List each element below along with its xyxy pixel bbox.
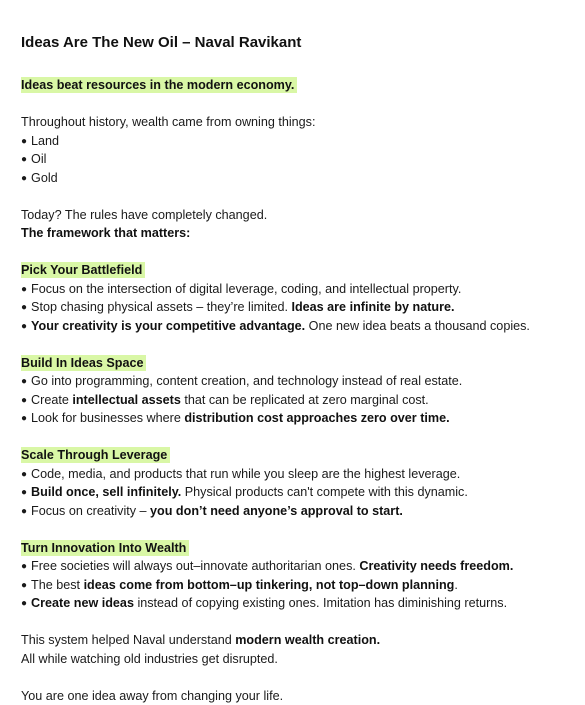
framework-line: The framework that matters: <box>21 224 571 243</box>
section-bullet <box>21 391 571 410</box>
intro-item-land: ● Land <box>21 132 571 151</box>
section-bullet <box>21 557 571 576</box>
section-heading: Pick Your Battlefield <box>21 262 145 278</box>
section-heading-row <box>21 261 571 280</box>
bullet-text-bold: ideas come from bottom–up tinkering, not top–down planning <box>84 578 455 592</box>
spacer <box>21 428 571 447</box>
spacer <box>21 668 571 687</box>
spacer <box>21 187 571 206</box>
spacer <box>21 520 571 539</box>
section-bullet <box>21 372 571 391</box>
bullet-text: The best <box>31 578 84 592</box>
spacer <box>21 613 571 632</box>
closing-line-1-plain: This system helped Naval understand <box>21 633 235 647</box>
bullet-text: Code, media, and products that run while you sleep are the highest leverage. <box>31 467 460 481</box>
section-heading: Build In Ideas Space <box>21 355 146 371</box>
bullet-text: Stop chasing physical assets – they’re limited. <box>31 300 291 314</box>
bullet-text: . <box>454 578 458 592</box>
section-bullet <box>21 409 571 428</box>
bullet-text: that can be replicated at zero marginal cost. <box>181 393 429 407</box>
bullet-text-bold: you don’t need anyone’s approval to start. <box>150 504 403 518</box>
section-heading-row <box>21 539 571 558</box>
section-bullet <box>21 502 571 521</box>
intro-item-oil: ● Oil <box>21 150 571 169</box>
section-bullet <box>21 298 571 317</box>
headline-highlight: Ideas beat resources in the modern economy. <box>21 77 297 93</box>
section-bullet <box>21 465 571 484</box>
bullet-text: Create <box>31 393 72 407</box>
section-heading: Turn Innovation Into Wealth <box>21 540 189 556</box>
bullet-text-bold: Build once, sell infinitely. <box>31 485 181 499</box>
bullet-text-bold: Your creativity is your competitive advantage. <box>31 319 305 333</box>
spacer <box>21 243 571 262</box>
bullet-text: Look for businesses where <box>31 411 184 425</box>
bullet-text: Focus on creativity – <box>31 504 150 518</box>
section-bullet <box>21 280 571 299</box>
bullet-text: Free societies will always out–innovate authoritarian ones. <box>31 559 359 573</box>
section-heading: Scale Through Leverage <box>21 447 170 463</box>
today-line: Today? The rules have completely changed. <box>21 206 571 225</box>
post-title: Ideas Are The New Oil – Naval Ravikant <box>21 28 571 58</box>
bullet-text: Focus on the intersection of digital leverage, coding, and intellectual property. <box>31 282 461 296</box>
bullet-text: Go into programming, content creation, and technology instead of real estate. <box>31 374 462 388</box>
section-bullet <box>21 483 571 502</box>
bullet-text: instead of copying existing ones. Imitation has diminishing returns. <box>134 596 507 610</box>
bullet-text-bold: Creativity needs freedom. <box>359 559 513 573</box>
spacer <box>21 335 571 354</box>
intro-item-gold: ● Gold <box>21 169 571 188</box>
bullet-text: One new idea beats a thousand copies. <box>305 319 530 333</box>
bullet-text-bold: Ideas are infinite by nature. <box>291 300 454 314</box>
section-heading-row <box>21 446 571 465</box>
bullet-text-bold: Create new ideas <box>31 596 134 610</box>
spacer <box>21 95 571 114</box>
closing-line-3: You are one idea away from changing your life. <box>21 687 571 705</box>
closing-line-2: All while watching old industries get disrupted. <box>21 650 571 669</box>
section-heading-row <box>21 354 571 373</box>
bullet-text-bold: intellectual assets <box>72 393 181 407</box>
section-bullet <box>21 594 571 613</box>
section-bullet <box>21 576 571 595</box>
closing-line-1 <box>21 631 571 650</box>
closing-line-1-bold: modern wealth creation. <box>235 633 380 647</box>
intro-lead: Throughout history, wealth came from owning things: <box>21 113 571 132</box>
post-body <box>21 28 571 705</box>
bullet-text-bold: distribution cost approaches zero over time. <box>184 411 449 425</box>
bullet-text: Physical products can't compete with this dynamic. <box>181 485 468 499</box>
section-bullet <box>21 317 571 336</box>
headline <box>21 76 571 95</box>
sections <box>21 243 571 613</box>
